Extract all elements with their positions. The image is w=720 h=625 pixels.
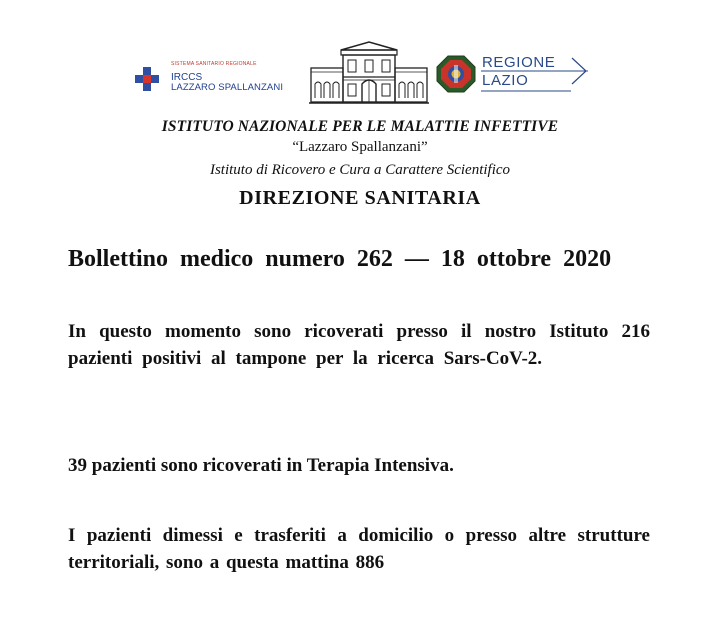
building-facade-logo — [308, 40, 430, 106]
medical-cross-icon — [135, 67, 159, 91]
irccs-label: IRCCS — [171, 72, 203, 83]
institute-description: Istituto di Ricovero e Cura a Carattere Scientifico — [209, 162, 511, 178]
regione-label: REGIONE — [482, 54, 556, 71]
paragraph-hospitalized: In questo momento sono ricoverati presso il nostro Istituto 216 pazienti positivi al tampone per la ricerca Sars-CoV-2. — [68, 321, 650, 369]
lazio-label: LAZIO — [482, 72, 529, 89]
irccs-system-label: SISTEMA SANITARIO REGIONALE — [171, 61, 257, 67]
department-title: DIREZIONE SANITARIA — [239, 187, 481, 209]
logo-row — [0, 40, 720, 110]
regione-lazio-logo — [436, 50, 591, 98]
bulletin-title: Bollettino medico numero 262 — 18 ottobre 2020 — [68, 246, 612, 272]
paragraph-discharged: I pazienti dimessi e trasferiti a domicilio o presso altre strutture territoriali, sono a questa mattina 886 — [68, 525, 650, 573]
irccs-spallanzani-logo — [135, 60, 300, 100]
paragraph-intensive-care: 39 pazienti sono ricoverati in Terapia Intensiva. — [68, 455, 454, 476]
regione-emblem-icon — [436, 55, 476, 93]
institute-name: ISTITUTO NAZIONALE PER LE MALATTIE INFETTIVE — [161, 118, 559, 135]
institute-subname: “Lazzaro Spallanzani” — [292, 139, 428, 155]
irccs-institute-label: LAZZARO SPALLANZANI — [171, 82, 284, 93]
